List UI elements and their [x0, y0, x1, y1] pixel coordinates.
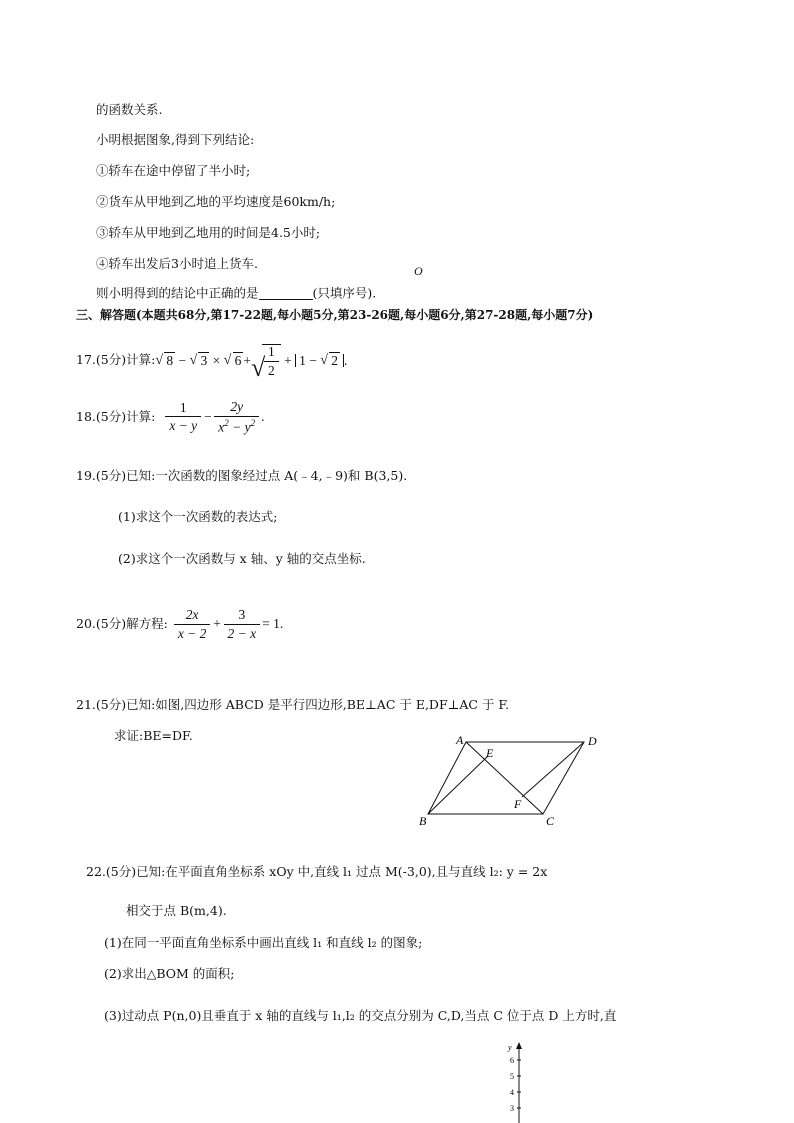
- q18-label: 18.(5分)计算:: [76, 408, 156, 424]
- conclusion-3: ③轿车从甲地到乙地用的时间是4.5小时;: [96, 225, 321, 240]
- q21-stem: 21.(5分)已知:如图,四边形 ABCD 是平行四边形,BE⊥AC 于 E,DF⊥AC 于 F.: [76, 697, 510, 712]
- question-20: [76, 608, 283, 640]
- segment-df: [522, 742, 584, 797]
- intro-line-2: 小明根据图象,得到下列结论:: [96, 132, 255, 147]
- label-d: D: [588, 734, 597, 748]
- tick-5: 5: [510, 1072, 514, 1081]
- answer-blank[interactable]: [259, 287, 313, 300]
- conclusion-2: ②货车从甲地到乙地的平均速度是60km/h;: [96, 194, 336, 209]
- intro-line-1: 的函数关系.: [96, 102, 163, 117]
- q19-part-2: (2)求这个一次函数与 x 轴、y 轴的交点坐标.: [118, 551, 366, 566]
- answer-line: [96, 287, 376, 300]
- question-17: [76, 344, 348, 382]
- label-e: E: [486, 746, 494, 760]
- parallelogram-abcd: [428, 742, 584, 814]
- label-c: C: [546, 814, 555, 828]
- q22-part-1: (1)在同一平面直角坐标系中画出直线 l₁ 和直线 l₂ 的图象;: [104, 935, 423, 950]
- parallelogram-figure: [416, 730, 606, 830]
- conclusion-4: ④轿车出发后3小时追上货车.: [96, 256, 258, 271]
- section-3-title: 三、解答题(本题共68分,第17-22题,每小题5分,第23-26题,每小题6分,第27-28题,每小题7分): [76, 308, 594, 322]
- label-a: A: [456, 733, 464, 747]
- question-18: [76, 400, 265, 434]
- q17-expression: √ 8 − √ 3 × √ 6 + √ $\frac{1}{2}$ + 1 − √ 2 .: [155, 344, 348, 382]
- tick-4: 4: [510, 1088, 514, 1097]
- q17-label: 17.(5分)计算:: [76, 352, 156, 368]
- answer-prefix: 则小明得到的结论中正确的是: [96, 285, 259, 301]
- q22-part-2: (2)求出△BOM 的面积;: [104, 966, 235, 981]
- q22-part-3: (3)过动点 P(n,0)且垂直于 x 轴的直线与 l₁,l₂ 的交点分别为 C,D,当点 C 位于点 D 上方时,直: [104, 1008, 617, 1023]
- q20-expression: $\frac{2x}{x - 2}$ + $\frac{3}{2 - x}$ = 1.: [168, 608, 283, 640]
- stray-label-o: O: [414, 264, 423, 278]
- axis-label-y: y: [508, 1043, 512, 1052]
- q19-part-1: (1)求这个一次函数的表达式;: [118, 509, 278, 524]
- q22-stem: 22.(5分)已知:在平面直角坐标系 xOy 中,直线 l₁ 过点 M(-3,0),且与直线 l₂: y = 2x: [86, 864, 548, 879]
- segment-be: [428, 756, 488, 814]
- q21-prove: 求证:BE=DF.: [114, 728, 193, 743]
- label-b: B: [419, 814, 427, 828]
- diagonal-ac: [466, 742, 543, 814]
- q22-stem-2: 相交于点 B(m,4).: [126, 903, 227, 918]
- conclusion-1: ①轿车在途中停留了半小时;: [96, 163, 251, 178]
- answer-suffix: (只填序号).: [312, 285, 377, 301]
- coordinate-axis-fragment: [500, 1040, 540, 1123]
- q20-label: 20.(5分)解方程:: [76, 615, 168, 631]
- q19-stem: 19.(5分)已知:一次函数的图象经过点 A(﹣4,﹣9)和 B(3,5).: [76, 468, 408, 483]
- q18-expression: $\frac{1}{x - y}$ − $\frac{2y}{x^2 - y^2}$ .: [155, 400, 264, 434]
- tick-3: 3: [510, 1104, 514, 1113]
- tick-6: 6: [510, 1056, 514, 1065]
- label-f: F: [514, 797, 522, 811]
